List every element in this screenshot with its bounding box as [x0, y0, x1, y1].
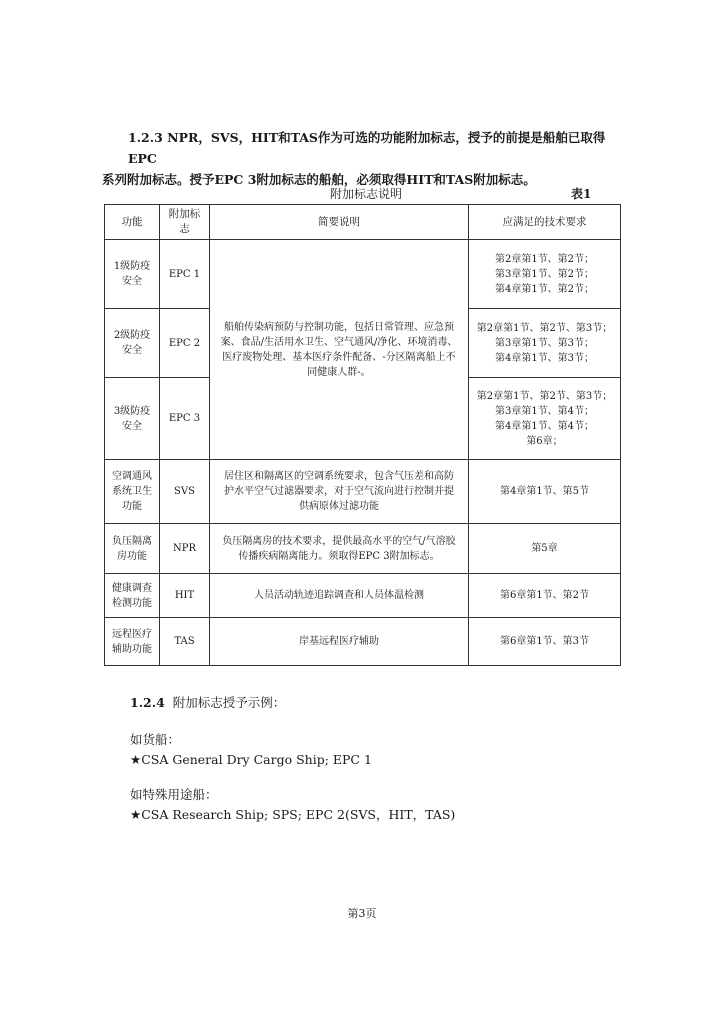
- intro-paragraph: [102, 127, 622, 190]
- section-heading: [130, 693, 285, 711]
- requirements-cell: 第2章第1节、第2节、第3节； 第3章第1节、第4节； 第4章第1节、第4节； 第6章；: [469, 378, 621, 460]
- requirements-cell: 第4章第1节、第5节: [469, 460, 621, 524]
- example-special-purpose: [130, 785, 455, 825]
- header-description: 简要说明: [210, 205, 469, 240]
- requirements-cell: 第6章第1节、第2节: [469, 574, 621, 618]
- requirements-cell: 第5章: [469, 524, 621, 574]
- table-header-row: [105, 205, 621, 240]
- requirements-cell: 第2章第1节、第2节； 第3章第1节、第2节； 第4章第1节、第2节；: [469, 240, 621, 309]
- function-cell: 3级防疫安全: [105, 378, 160, 460]
- description-cell: 人员活动轨迹追踪调查和人员体温检测: [210, 574, 469, 618]
- table-row: [105, 618, 621, 666]
- notation-cell: HIT: [160, 574, 210, 618]
- requirements-cell: 第6章第1节、第3节: [469, 618, 621, 666]
- header-function: 功能: [105, 205, 160, 240]
- function-cell: 空调通风系统卫生功能: [105, 460, 160, 524]
- description-cell: 岸基远程医疗辅助: [210, 618, 469, 666]
- description-cell: 负压隔离房的技术要求，提供最高水平的空气/气溶胶传播疾病隔离能力。须取得EPC 3附加标志。: [210, 524, 469, 574]
- table-number: 表1: [571, 187, 592, 201]
- example-value: ★CSA Research Ship; SPS; EPC 2(SVS，HIT，TAS): [130, 807, 456, 822]
- function-cell: 2级防疫安全: [105, 309, 160, 378]
- section-title: 附加标志授予示例：: [172, 695, 286, 710]
- notation-cell: NPR: [160, 524, 210, 574]
- section-number: 1.2.4: [130, 695, 165, 710]
- example-cargo: [130, 730, 372, 770]
- table-row: [105, 460, 621, 524]
- example-label: 如特殊用途船：: [130, 787, 218, 802]
- table-row: [105, 574, 621, 618]
- description-cell: 居住区和隔离区的空调系统要求，包含气压差和高防护水平空气过滤器要求，对于空气流向进行控制并提供病原体过滤功能: [210, 460, 469, 524]
- notation-table: [104, 204, 621, 666]
- notation-cell: EPC 1: [160, 240, 210, 309]
- requirements-cell: 第2章第1节、第2节、第3节； 第3章第1节、第3节； 第4章第1节、第3节；: [469, 309, 621, 378]
- function-cell: 1级防疫安全: [105, 240, 160, 309]
- intro-line-1: 1.2.3 NPR，SVS，HIT和TAS作为可选的功能附加标志，授予的前提是船舶已取得EPC: [128, 130, 606, 166]
- example-value: ★CSA General Dry Cargo Ship; EPC 1: [130, 752, 372, 767]
- header-requirements: 应满足的技术要求: [469, 205, 621, 240]
- function-cell: 远程医疗辅助功能: [105, 618, 160, 666]
- header-notation: 附加标志: [160, 205, 210, 240]
- function-cell: 健康调查检测功能: [105, 574, 160, 618]
- notation-cell: EPC 2: [160, 309, 210, 378]
- table-row: [105, 524, 621, 574]
- intro-line-2: 系列附加标志。授予EPC 3附加标志的船舶，必须取得HIT和TAS附加标志。: [102, 172, 536, 187]
- example-label: 如货船：: [130, 732, 181, 747]
- notation-cell: TAS: [160, 618, 210, 666]
- epc-description-cell: 船舶传染病预防与控制功能，包括日常管理、应急预案、食品/生活用水卫生、空气通风/净化、环境消毒、医疗废物处理、基本医疗条件配备、-分区隔离船上不同健康人群-。: [210, 240, 469, 460]
- function-cell: 负压隔离房功能: [105, 524, 160, 574]
- notation-cell: EPC 3: [160, 378, 210, 460]
- table-title: 附加标志说明: [330, 187, 403, 201]
- page-number: 第3页: [347, 907, 377, 920]
- notation-cell: SVS: [160, 460, 210, 524]
- table-row: [105, 240, 621, 309]
